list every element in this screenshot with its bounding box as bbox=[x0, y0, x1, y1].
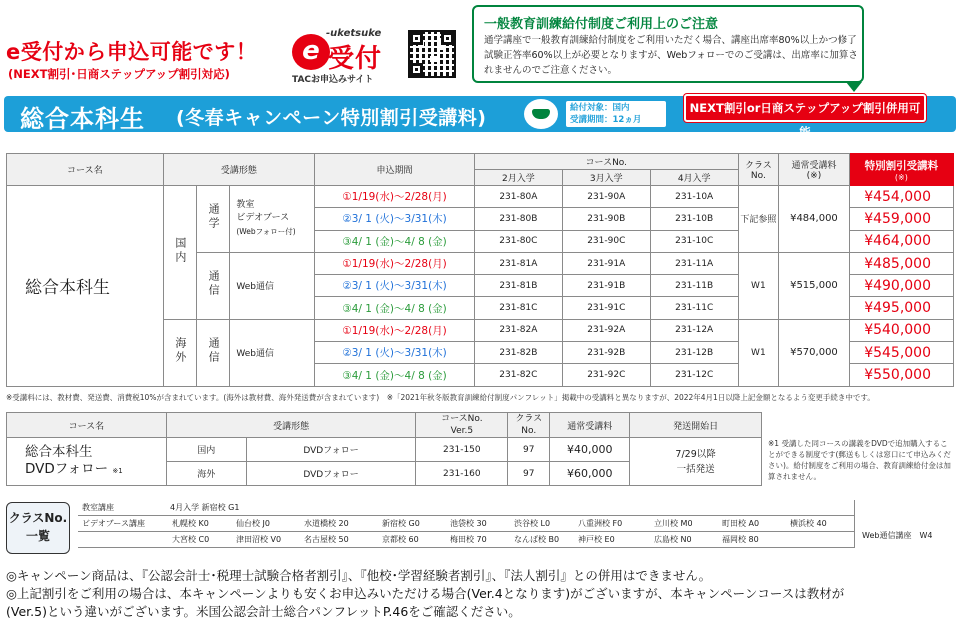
benefit-icon bbox=[524, 99, 558, 129]
course-no-cell: 231-10A bbox=[650, 186, 738, 208]
dvd-header-course: コース名 bbox=[7, 413, 167, 438]
form-web: Web通信 bbox=[230, 319, 315, 386]
course-no-cell: 231-81A bbox=[474, 252, 562, 274]
special-price-cell: ¥454,000 bbox=[849, 186, 953, 208]
e-logo-icon: e bbox=[292, 34, 330, 70]
special-price-cell: ¥495,000 bbox=[849, 297, 953, 319]
regular-price-cell: ¥515,000 bbox=[779, 252, 850, 319]
dvd-header-ship: 発送開始日 bbox=[630, 413, 762, 438]
class-entry: なんば校 B0 bbox=[514, 535, 560, 544]
special-price-cell: ¥545,000 bbox=[849, 342, 953, 364]
class-entry: 町田校 A0 bbox=[722, 519, 760, 528]
course-no-cell: 231-12C bbox=[650, 364, 738, 386]
course-no-cell: 231-82C bbox=[474, 364, 562, 386]
course-no-cell: 231-92B bbox=[562, 342, 650, 364]
class-entry: 池袋校 30 bbox=[450, 519, 487, 528]
header-course: コース名 bbox=[7, 154, 164, 186]
header-course-no: コースNo. bbox=[474, 154, 738, 170]
meta-period: 受講期間：12ヵ月 bbox=[570, 115, 642, 125]
course-no-cell: 231-10B bbox=[650, 208, 738, 230]
banner-meta bbox=[566, 101, 666, 127]
header-class-no: クラス No. bbox=[738, 154, 778, 186]
form-web: Web通信 bbox=[230, 252, 315, 319]
class-entry: 渋谷校 L0 bbox=[514, 519, 551, 528]
mode-tsushin: 通信 bbox=[196, 319, 229, 386]
class-type-web: Web通信講座 W4 bbox=[862, 531, 933, 540]
logo-top-text: -uketsuke bbox=[326, 28, 382, 39]
class-entry: 広島校 N0 bbox=[654, 535, 692, 544]
special-price-cell: ¥485,000 bbox=[849, 252, 953, 274]
special-price-cell: ¥550,000 bbox=[849, 364, 953, 386]
course-price-table bbox=[6, 153, 954, 387]
next-discount-badge: NEXT割引or日商ステップアップ割引併用可能 bbox=[684, 94, 926, 122]
notice-pointer bbox=[846, 82, 862, 92]
course-no-cell: 231-92A bbox=[562, 319, 650, 341]
note-line-3: (Ver.5)という違いがございます。米国公認会計士総合パンフレットP.46をご確認ください。 bbox=[6, 604, 521, 619]
period-cell: ②3/ 1 (火)～3/31(木) bbox=[315, 208, 475, 230]
class-entry: 4月入学 新宿校 G1 bbox=[170, 503, 240, 512]
course-no-cell: 231-91C bbox=[562, 297, 650, 319]
notice-box bbox=[472, 5, 864, 83]
class-entry: 仙台校 J0 bbox=[236, 519, 270, 528]
e-uketsuke-logo[interactable] bbox=[292, 28, 400, 85]
dvd-header-course-no: コースNo. Ver.5 bbox=[416, 413, 508, 438]
course-no-cell: 231-82A bbox=[474, 319, 562, 341]
dvd-class-no: 97 bbox=[508, 438, 550, 462]
mode-tsugaku: 通学 bbox=[196, 186, 229, 253]
class-entry: 新宿校 G0 bbox=[382, 519, 420, 528]
note-line-1: ◎キャンペーン商品は、『公認会計士･税理士試験合格者割引』、『他校･学習経験者割引』、『法人割引』との併用はできません。 bbox=[6, 568, 712, 583]
course-no-cell: 231-12B bbox=[650, 342, 738, 364]
class-entry: 名古屋校 50 bbox=[304, 535, 349, 544]
header-apr: 4月入学 bbox=[650, 170, 738, 186]
promo-headline: e受付から申込可能です！ bbox=[6, 40, 258, 64]
header-period: 申込期間 bbox=[315, 154, 475, 186]
dvd-ship-date: 7/29以降 一括発送 bbox=[630, 438, 762, 486]
course-no-cell: 231-82B bbox=[474, 342, 562, 364]
course-no-cell: 231-81B bbox=[474, 275, 562, 297]
meta-target: 給付対象：国内 bbox=[570, 103, 630, 113]
class-entry: 八重洲校 F0 bbox=[578, 519, 623, 528]
class-entry: 立川校 M0 bbox=[654, 519, 693, 528]
dvd-price: ¥40,000 bbox=[550, 438, 630, 462]
header-mar: 3月入学 bbox=[562, 170, 650, 186]
course-no-cell: 231-11C bbox=[650, 297, 738, 319]
banner-subtitle: (冬春キャンペーン特別割引受講料) bbox=[176, 107, 487, 129]
class-entry: 札幌校 K0 bbox=[172, 519, 209, 528]
special-price-cell: ¥490,000 bbox=[849, 275, 953, 297]
period-cell: ①1/19(水)～2/28(月) bbox=[315, 252, 475, 274]
course-no-cell: 231-12A bbox=[650, 319, 738, 341]
course-no-cell: 231-90A bbox=[562, 186, 650, 208]
banner-title: 総合本科生 bbox=[20, 105, 145, 133]
period-cell: ①1/19(水)～2/28(月) bbox=[315, 186, 475, 208]
class-entry: 水道橋校 20 bbox=[304, 519, 349, 528]
course-no-cell: 231-91B bbox=[562, 275, 650, 297]
course-no-cell: 231-11B bbox=[650, 275, 738, 297]
period-cell: ③4/ 1 (金)～4/ 8 (金) bbox=[315, 230, 475, 252]
course-no-cell: 231-90C bbox=[562, 230, 650, 252]
table-row bbox=[7, 186, 954, 208]
table-row bbox=[7, 438, 762, 462]
dvd-class-no: 97 bbox=[508, 462, 550, 486]
course-no-cell: 231-92C bbox=[562, 364, 650, 386]
course-no-cell: 231-91A bbox=[562, 252, 650, 274]
course-no-cell: 231-80A bbox=[474, 186, 562, 208]
period-cell: ②3/ 1 (火)～3/31(木) bbox=[315, 342, 475, 364]
dvd-course-name: 総合本科生 DVDフォロー ※1 bbox=[7, 438, 167, 486]
special-price-cell: ¥540,000 bbox=[849, 319, 953, 341]
course-no-cell: 231-11A bbox=[650, 252, 738, 274]
course-no-cell: 231-90B bbox=[562, 208, 650, 230]
logo-main-text: 受付 bbox=[328, 44, 383, 74]
dvd-price: ¥60,000 bbox=[550, 462, 630, 486]
class-number-list bbox=[6, 500, 954, 556]
region-domestic: 国内 bbox=[163, 186, 196, 320]
mode-tsushin: 通信 bbox=[196, 252, 229, 319]
dvd-header-form: 受講形態 bbox=[166, 413, 416, 438]
header-special-price: 特別割引受講料 (※) bbox=[849, 154, 953, 186]
promo-subline: (NEXT割引･日商ステップアップ割引対応) bbox=[8, 67, 230, 81]
dvd-region: 国内 bbox=[166, 438, 246, 462]
period-cell: ②3/ 1 (火)～3/31(木) bbox=[315, 275, 475, 297]
dvd-region: 海外 bbox=[166, 462, 246, 486]
course-no-cell: 231-80C bbox=[474, 230, 562, 252]
dvd-course-no: 231-150 bbox=[416, 438, 508, 462]
dvd-form: DVDフォロー bbox=[246, 462, 416, 486]
dvd-course-no: 231-160 bbox=[416, 462, 508, 486]
class-entry: 梅田校 70 bbox=[450, 535, 487, 544]
course-no-cell: 231-81C bbox=[474, 297, 562, 319]
class-entry: 京都校 60 bbox=[382, 535, 419, 544]
period-cell: ③4/ 1 (金)～4/ 8 (金) bbox=[315, 297, 475, 319]
notice-body: 通学講座で一般教育訓練給付制度をご利用いただく場合、講座出席率80%以上かつ修了試験正答率60%以上が必要となりますが、Webフォローでのご受講は、出席率に加算されませんのでご注意ください。 bbox=[484, 35, 858, 76]
class-list-label: クラスNo. 一覧 bbox=[6, 502, 70, 554]
course-no-cell: 231-80B bbox=[474, 208, 562, 230]
class-entry: 大宮校 C0 bbox=[172, 535, 210, 544]
form-classroom: 教室 ビデオブース (Webフォロー付) bbox=[230, 186, 315, 253]
class-entry: 津田沼校 V0 bbox=[236, 535, 282, 544]
logo-caption: TACお申込みサイト bbox=[292, 75, 374, 85]
class-list-body bbox=[78, 500, 954, 556]
table-footnote: ※受講料には、教材費、発送費、消費税10%が含まれています。(海外は教材費、海外発送費が含まれています) ※「2021年秋冬版教育訓練給付制度パンフレット」掲載中の受講料と異なりますが、2022年4月1日以降上記金額となるよう変更手続き中です。 bbox=[6, 393, 875, 402]
header-feb: 2月入学 bbox=[474, 170, 562, 186]
class-no-cell: W1 bbox=[738, 252, 778, 319]
qr-code-icon[interactable] bbox=[408, 30, 456, 78]
period-cell: ①1/19(水)～2/28(月) bbox=[315, 319, 475, 341]
dvd-header-class-no: クラス No. bbox=[508, 413, 550, 438]
notice-title: 一般教育訓練給付制度ご利用上のご注意 bbox=[484, 17, 719, 32]
class-entry: 福岡校 80 bbox=[722, 535, 759, 544]
dvd-follow-table bbox=[6, 412, 762, 486]
region-overseas: 海外 bbox=[163, 319, 196, 386]
class-no-cell: W1 bbox=[738, 319, 778, 386]
class-no-cell: 下記参照 bbox=[738, 186, 778, 253]
dvd-side-note: ※1 受講した同コースの講義をDVDで追加購入することができる制度です(郵送もしくは窓口にて申込みください)。給付制度をご利用の場合、教育訓練給付金は加算されません。 bbox=[768, 439, 951, 481]
regular-price-cell: ¥570,000 bbox=[779, 319, 850, 386]
header-form: 受講形態 bbox=[163, 154, 315, 186]
course-name: 総合本科生 bbox=[7, 186, 164, 387]
header-regular-price: 通常受講料 (※) bbox=[779, 154, 850, 186]
special-price-cell: ¥464,000 bbox=[849, 230, 953, 252]
note-line-2: ◎上記割引をご利用の場合は、本キャンペーンよりも安くお申込みいただける場合(Ver.4となります)がございますが、本キャンペーンコースは教材が bbox=[6, 586, 845, 601]
special-price-cell: ¥459,000 bbox=[849, 208, 953, 230]
class-entry: 神戸校 E0 bbox=[578, 535, 615, 544]
period-cell: ③4/ 1 (金)～4/ 8 (金) bbox=[315, 364, 475, 386]
course-no-cell: 231-10C bbox=[650, 230, 738, 252]
dvd-header-regular: 通常受講料 bbox=[550, 413, 630, 438]
regular-price-cell: ¥484,000 bbox=[779, 186, 850, 253]
class-type-classroom: 教室講座 bbox=[82, 503, 114, 512]
class-entry: 横浜校 40 bbox=[790, 519, 827, 528]
dvd-form: DVDフォロー bbox=[246, 438, 416, 462]
class-type-videobooth: ビデオブース講座 bbox=[82, 519, 145, 528]
